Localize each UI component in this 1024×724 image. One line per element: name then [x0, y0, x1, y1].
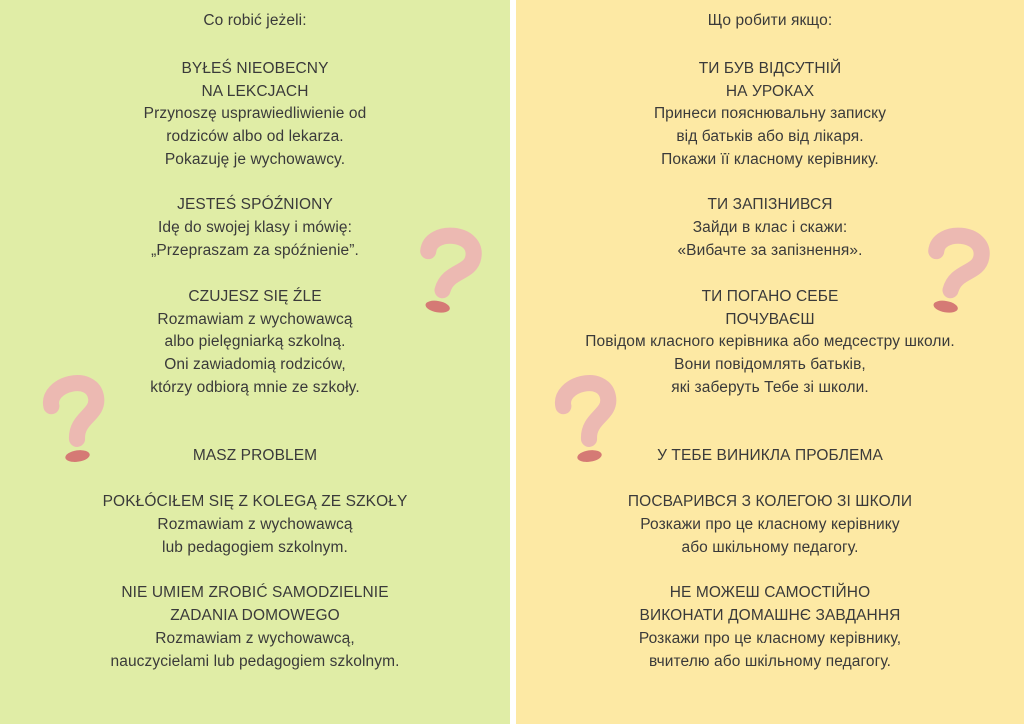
left-text: którzy odbiorą mnie ze szkoły.	[150, 379, 360, 396]
right-text: Розкажи про це класному керівнику,	[638, 630, 902, 647]
left-title: Co robić jeżeli:	[203, 12, 307, 29]
left-heading-homework-2: ZADANIA DOMOWEGO	[170, 607, 340, 624]
left-panel-polish	[0, 0, 510, 724]
right-text: від батьків або від лікаря.	[676, 128, 864, 145]
right-panel-ukrainian	[516, 0, 1024, 724]
left-heading-homework: NIE UMIEM ZROBIĆ SAMODZIELNIE	[121, 584, 389, 601]
right-text: вчителю або шкільному педагогу.	[648, 653, 892, 670]
left-heading-problem: MASZ PROBLEM	[192, 447, 318, 464]
right-heading-absent-2: НА УРОКАХ	[725, 83, 815, 100]
right-heading-problem: У ТЕБЕ ВИНИКЛА ПРОБЛЕМА	[657, 447, 883, 464]
left-text: Rozmawiam z wychowawcą	[157, 516, 353, 533]
left-text: Przynoszę usprawiedliwienie od	[143, 105, 367, 122]
left-heading-unwell: CZUJESZ SIĘ ŹLE	[188, 288, 322, 305]
left-text: Pokazuję je wychowawcy.	[164, 151, 346, 168]
left-text: Rozmawiam z wychowawcą	[157, 311, 353, 328]
right-text: Принеси пояснювальну записку	[653, 105, 887, 122]
right-heading-unwell-2: ПОЧУВАЄШ	[725, 311, 815, 328]
left-heading-quarrel: POKŁÓCIŁEM SIĘ Z KOLEGĄ ZE SZKOŁY	[102, 493, 408, 510]
right-text: Повідом класного керівника або медсестру школи.	[585, 333, 955, 350]
right-text: Зайди в клас і скажи:	[692, 219, 848, 236]
right-text: Вони повідомлять батьків,	[674, 356, 866, 373]
right-text: Розкажи про це класному керівнику	[640, 516, 900, 533]
left-heading-late: JESTEŚ SPÓŹNIONY	[177, 196, 333, 213]
left-heading-absent-2: NA LEKCJACH	[201, 83, 309, 100]
left-text: rodziców albo od lekarza.	[166, 128, 344, 145]
right-heading-late: ТИ ЗАПІЗНИВСЯ	[707, 196, 833, 213]
left-heading-absent: BYŁEŚ NIEOBECNY	[181, 60, 329, 77]
question-mark-icon	[33, 363, 118, 472]
right-text: або шкільному педагогу.	[681, 539, 859, 556]
left-text: „Przepraszam za spóźnienie”.	[151, 242, 359, 259]
right-text: які заберуть Тебе зі школи.	[671, 379, 869, 396]
right-heading-homework-2: ВИКОНАТИ ДОМАШНЄ ЗАВДАННЯ	[639, 607, 901, 624]
left-text: lub pedagogiem szkolnym.	[162, 539, 348, 556]
left-text: Rozmawiam z wychowawcą,	[155, 630, 355, 647]
right-heading-unwell: ТИ ПОГАНО СЕБЕ	[701, 288, 839, 305]
right-title: Що робити якщо:	[707, 12, 833, 29]
right-heading-quarrel: ПОСВАРИВСЯ З КОЛЕГОЮ ЗІ ШКОЛИ	[627, 493, 913, 510]
left-text: nauczycielami lub pedagogiem szkolnym.	[110, 653, 400, 670]
left-text: Oni zawiadomią rodziców,	[164, 356, 346, 373]
left-text: albo pielęgniarką szkolną.	[164, 333, 346, 350]
question-mark-icon	[545, 363, 630, 472]
left-text: Idę do swojej klasy i mówię:	[157, 219, 353, 236]
right-text: «Вибачте за запізнення».	[677, 242, 863, 259]
right-heading-homework: НЕ МОЖЕШ САМОСТІЙНО	[669, 584, 871, 601]
right-text: Покажи її класному керівнику.	[661, 151, 879, 168]
right-heading-absent: ТИ БУВ ВІДСУТНІЙ	[698, 60, 842, 77]
